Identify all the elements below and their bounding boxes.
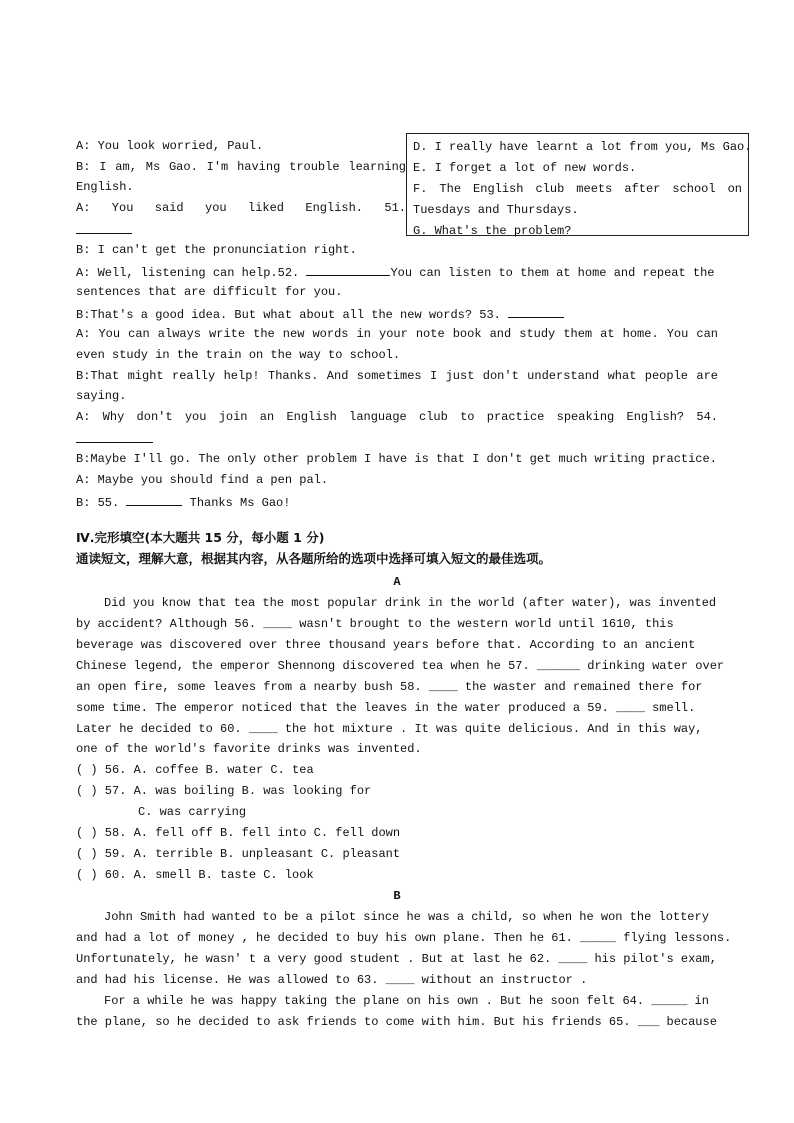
passage-line: by accident? Although 56. ____ wasn't brought to the western world until 1610, this	[76, 617, 674, 631]
dialogue-line: English.	[76, 180, 134, 194]
options-box	[406, 133, 752, 238]
question-60[interactable]: ( ) 60. A. smell B. taste C. look	[76, 868, 314, 882]
dialogue-line: A: You said you liked English. 51.	[76, 201, 406, 215]
passage-line: and had a lot of money , he decided to buy his own plane. Then he 61. _____ flying lessons.	[76, 931, 732, 945]
dialogue-line: sentences that are difficult for you.	[76, 285, 343, 299]
dialogue-text: B:That's a good idea. But what about all the new words? 53.	[76, 308, 501, 322]
option-d: D. I really have learnt a lot from you, Ms Gao.	[413, 140, 752, 154]
dialogue-line	[76, 261, 718, 283]
passage-line: John Smith had wanted to be a pilot since he was a child, so when he won the lottery	[104, 910, 709, 924]
section-title: Ⅳ.完形填空(本大题共 15 分，每小题 1 分)	[76, 530, 325, 545]
dialogue-line	[76, 491, 718, 513]
answer-blank-51[interactable]	[76, 219, 406, 241]
dialogue-line: B: I can't get the pronunciation right.	[76, 243, 357, 257]
dialogue-text: You can listen to them at home and repeat the	[390, 266, 715, 280]
passage-label-a: A	[393, 575, 401, 589]
dialogue-text: Thanks Ms Gao!	[189, 496, 291, 510]
passage-line: an open fire, some leaves from a nearby bush 58. ____ the waster and remained there for	[76, 680, 703, 694]
question-56[interactable]: ( ) 56. A. coffee B. water C. tea	[76, 763, 314, 777]
passage-line: the plane, so he decided to ask friends to come with him. But his friends 65. ___ because	[76, 1015, 717, 1029]
dialogue-line: A: You can always write the new words in your note book and study them at home. You can	[76, 327, 718, 341]
passage-line: beverage was discovered over three thousand years before that. According to an ancient	[76, 638, 696, 652]
passage-label-b: B	[393, 889, 401, 903]
passage-line: For a while he was happy taking the plane on his own . But he soon felt 64. _____ in	[104, 994, 709, 1008]
question-59[interactable]: ( ) 59. A. terrible B. unpleasant C. pleasant	[76, 847, 401, 861]
answer-blank-55[interactable]	[126, 491, 182, 506]
option-f-cont: Tuesdays and Thursdays.	[413, 203, 579, 217]
dialogue-line: A: Maybe you should find a pen pal.	[76, 473, 329, 487]
passage-line: Did you know that tea the most popular drink in the world (after water), was invented	[104, 596, 717, 610]
passage-line: and had his license. He was allowed to 63. ____ without an instructor .	[76, 973, 588, 987]
option-f: F. The English club meets after school on	[413, 182, 742, 196]
answer-blank-54[interactable]	[76, 428, 718, 450]
passage-line: one of the world's favorite drinks was invented.	[76, 742, 422, 756]
dialogue-line: B:Maybe I'll go. The only other problem I have is that I don't get much writing practice.	[76, 452, 717, 466]
dialogue-line: saying.	[76, 389, 127, 403]
dialogue-line: B:That might really help! Thanks. And sometimes I just don't understand what people are	[76, 369, 718, 383]
passage-line: Unfortunately, he wasn' t a very good student . But at last he 62. ____ his pilot's exam,	[76, 952, 717, 966]
answer-blank-53[interactable]	[508, 303, 564, 318]
dialogue-line: A: You look worried, Paul.	[76, 139, 264, 153]
passage-line: some time. The emperor noticed that the leaves in the water produced a 59. ____ smell.	[76, 701, 696, 715]
answer-blank-52[interactable]	[306, 261, 390, 276]
dialogue-line: B: I am, Ms Gao. I'm having trouble learning	[76, 160, 406, 174]
passage-line: Later he decided to 60. ____ the hot mixture . It was quite delicious. And in this way,	[76, 722, 703, 736]
section-instruction: 通读短文，理解大意，根据其内容，从各题所给的选项中选择可填入短文的最佳选项。	[76, 551, 552, 566]
dialogue-line	[76, 303, 718, 325]
dialogue-line: even study in the train on the way to school.	[76, 348, 401, 362]
question-58[interactable]: ( ) 58. A. fell off B. fell into C. fell down	[76, 826, 401, 840]
passage-line: Chinese legend, the emperor Shennong discovered tea when he 57. ______ drinking water over	[76, 659, 725, 673]
question-57[interactable]: ( ) 57. A. was boiling B. was looking for	[76, 784, 372, 798]
option-g: G. What's the problem?	[413, 224, 572, 238]
dialogue-text: B: 55.	[76, 496, 120, 510]
option-e: E. I forget a lot of new words.	[413, 161, 637, 175]
dialogue-line: A: Why don't you join an English language club to practice speaking English? 54.	[76, 410, 718, 424]
question-57-option-c[interactable]: C. was carrying	[138, 805, 247, 819]
dialogue-text: A: Well, listening can help.52.	[76, 266, 300, 280]
